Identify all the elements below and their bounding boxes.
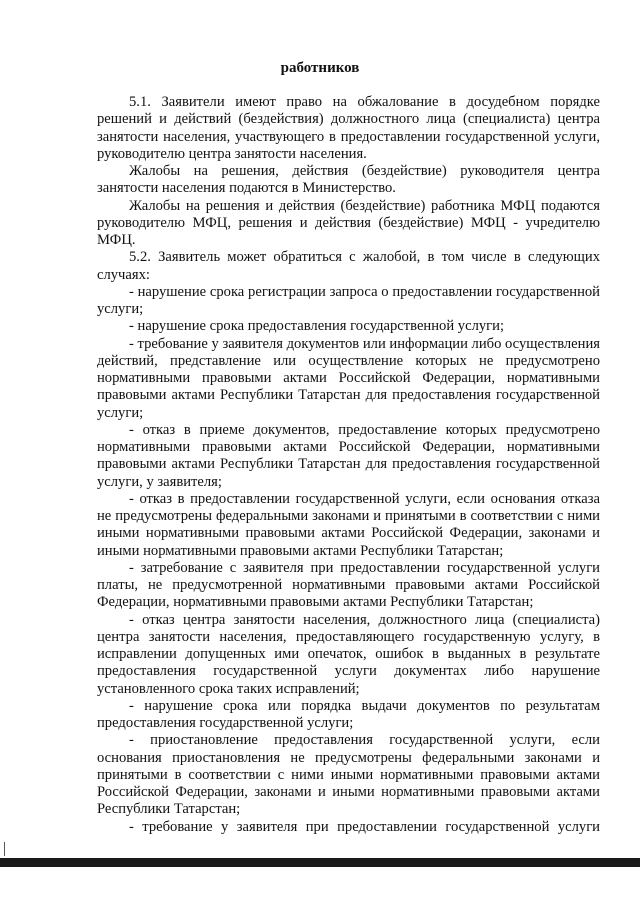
list-item-9: - приостановление предоставления государственной услуги, если основания приостановления не предусмотрены федеральными законами и принятыми в соответствии с ними иными нормативными правовыми актами Российской Федерации, законами и иными нормативными правовыми актами Республики Татарстан; (97, 732, 600, 818)
list-item-7: - отказ центра занятости населения, должностного лица (специалиста) центра занятости населения, предоставляющего государственную услугу, в исправлении допущенных ими опечаток, ошибок в выданных в результате предоставления государственной услуги документах либо нарушение установленного срока таких исправлений; (97, 611, 600, 697)
paragraph-4: 5.2. Заявитель может обратиться с жалобой, в том числе в следующих случаях: (97, 249, 600, 283)
list-item-1: - нарушение срока регистрации запроса о предоставлении государственной услуги; (97, 283, 600, 317)
list-item-2: - нарушение срока предоставления государственной услуги; (129, 318, 505, 335)
scan-edge-mark (4, 842, 5, 856)
list-item-10: - требование у заявителя при предоставлении государственной услуги (129, 818, 600, 835)
list-item-3: - требование у заявителя документов или информации либо осуществления действий, представление или осуществление которых не предусмотрено нормативными правовыми актами Российской Федерации, нормативными правовыми актами Республики Татарстан для предоставления государственной услуги; (97, 335, 600, 421)
list-item-6: - затребование с заявителя при предоставлении государственной услуги платы, не предусмотренной нормативными правовыми актами Российской Федерации, нормативными правовыми актами Республики Татарстан; (97, 559, 600, 611)
section-heading: работников (280, 60, 360, 76)
paragraph-1: 5.1. Заявители имеют право на обжалование в досудебном порядке решений и действий (бездействия) должностного лица (специалиста) центра занятости населения, участвующего в предоставлении государственной услуги, руководителю центра занятости населения. (97, 94, 600, 162)
document-body (97, 94, 600, 836)
paragraph-3: Жалобы на решения и действия (бездействие) работника МФЦ подаются руководителю МФЦ, решения и действия (бездействие) МФЦ - учредителю МФЦ. (97, 197, 600, 248)
scan-border-bar (0, 858, 640, 867)
list-item-4: - отказ в приеме документов, предоставление которых предусмотрено нормативными правовыми актами Российской Федерации, нормативными правовыми актами Республики Татарстан для предоставления государственной услуги, у заявителя; (97, 421, 600, 490)
paragraph-2: Жалобы на решения, действия (бездействие) руководителя центра занятости населения подаются в Министерство. (97, 163, 600, 197)
list-item-5: - отказ в предоставлении государственной услуги, если основания отказа не предусмотрены федеральными законами и принятыми в соответствии с ними иными нормативными правовыми актами Российской Федерации, законами и иными нормативными правовыми актами Республики Татарстан; (97, 490, 600, 559)
list-item-8: - нарушение срока или порядка выдачи документов по результатам предоставления государственной услуги; (97, 697, 600, 731)
